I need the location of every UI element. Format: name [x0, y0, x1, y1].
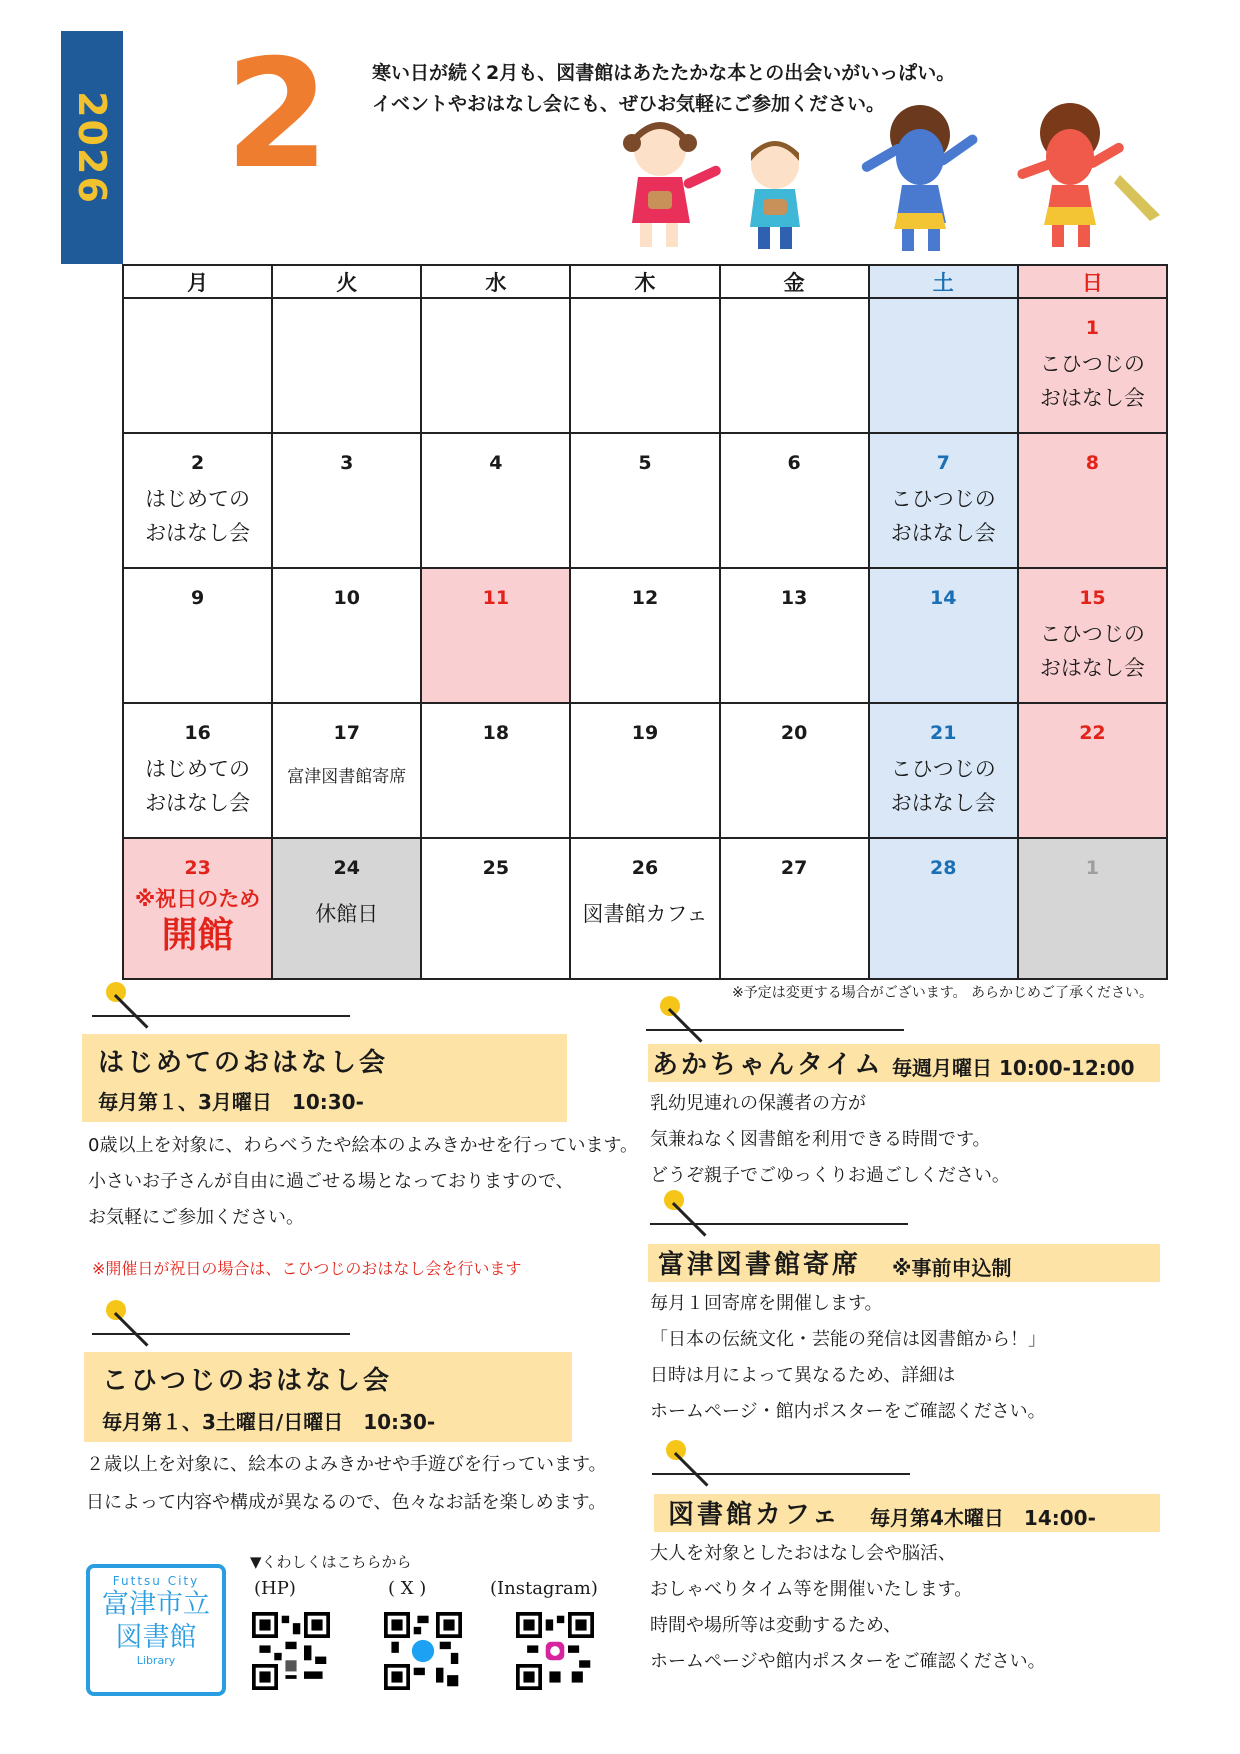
qr-code-x[interactable]	[384, 1612, 462, 1690]
yose-description	[650, 1286, 1046, 1430]
day-number: 2	[190, 452, 205, 474]
body-line: ホームページ・館内ポスターをご確認ください。	[650, 1401, 1046, 1422]
cafe-schedule: 毎月第4木曜日 14:00-	[870, 1506, 1096, 1530]
logo-japanese-1: 富津市立	[102, 1589, 210, 1620]
event-label: 休館日	[315, 902, 379, 926]
pin-icon	[92, 982, 352, 1032]
day-number	[870, 299, 1017, 345]
akachan-schedule: 毎週月曜日 10:00-12:00	[892, 1056, 1135, 1080]
calendar-day	[720, 433, 869, 568]
day-number: 1	[1085, 857, 1100, 879]
day-number: 8	[1085, 452, 1100, 474]
yose-schedule: ※事前申込制	[892, 1256, 1012, 1280]
weekday-thu: 木	[570, 265, 719, 298]
calendar-day	[123, 298, 272, 433]
library-logo	[86, 1564, 226, 1696]
kohitsuji-title: こひつじのおはなし会	[102, 1366, 393, 1396]
hajimete-description	[88, 1128, 638, 1236]
logo-japanese-2: 図書館	[115, 1622, 197, 1653]
calendar-day	[570, 298, 719, 433]
day-number: 3	[340, 452, 354, 474]
event-label: おはなし会	[145, 521, 251, 545]
day-number	[273, 299, 420, 345]
akachan-description	[650, 1086, 1010, 1194]
body-line: 「日本の伝統文化・芸能の発信は図書館から！」	[650, 1329, 1046, 1350]
day-number: 14	[930, 587, 957, 609]
day-number: 13	[780, 587, 808, 609]
day-number: 4	[489, 452, 503, 474]
day-number: 1	[1085, 317, 1100, 339]
calendar-day-holiday	[123, 838, 272, 979]
holiday-open-note: ※祝日のため	[134, 887, 261, 911]
calendar-day	[869, 838, 1018, 979]
kohitsuji-schedule: 毎月第１、3土曜日/日曜日 10:30-	[102, 1410, 436, 1434]
red-oni-illustration	[1016, 103, 1160, 247]
calendar-day	[123, 433, 272, 568]
cafe-description	[650, 1536, 1046, 1680]
calendar-day	[272, 568, 421, 703]
weekday-tue: 火	[272, 265, 421, 298]
day-number: 11	[482, 587, 510, 609]
day-number: 17	[333, 722, 360, 744]
day-number: 7	[936, 452, 950, 474]
calendar-day	[570, 568, 719, 703]
hajimete-schedule: 毎月第１、3月曜日 10:30-	[98, 1090, 364, 1114]
calendar-day	[1018, 298, 1167, 433]
day-number: 19	[631, 722, 659, 744]
body-line: ホームページや館内ポスターをご確認ください。	[650, 1651, 1046, 1672]
body-line: ２歳以上を対象に、絵本のよみきかせや手遊びを行っています。	[86, 1454, 607, 1475]
calendar-day	[869, 433, 1018, 568]
weekday-fri: 金	[720, 265, 869, 298]
calendar-day-holiday	[421, 568, 570, 703]
calendar-table	[122, 264, 1168, 980]
calendar-week	[123, 838, 1167, 979]
logo-english: Futtsu City	[112, 1574, 200, 1588]
girl-illustration	[623, 122, 722, 247]
qr-label-x: ( X )	[388, 1578, 427, 1599]
day-number	[124, 299, 271, 345]
pin-icon	[646, 996, 906, 1046]
body-line: 大人を対象としたおはなし会や脳活、	[650, 1543, 956, 1564]
calendar-day	[869, 298, 1018, 433]
day-number: 21	[930, 722, 957, 744]
logo-library: Library	[136, 1654, 176, 1667]
event-label: おはなし会	[1039, 386, 1145, 410]
weekday-wed: 水	[421, 265, 570, 298]
day-number: 12	[631, 587, 659, 609]
calendar-day	[570, 703, 719, 838]
year-band	[61, 31, 123, 264]
calendar-day	[272, 703, 421, 838]
weekday-sat: 土	[869, 265, 1018, 298]
weekday-sun: 日	[1018, 265, 1167, 298]
calendar-day	[869, 568, 1018, 703]
event-label: はじめての	[145, 757, 251, 781]
blue-oni-illustration	[860, 105, 979, 251]
qr-code-instagram[interactable]	[516, 1612, 594, 1690]
intro-line-2: イベントやおはなし会にも、ぜひお気軽にご参加ください。	[372, 93, 886, 115]
day-number: 15	[1079, 587, 1106, 609]
calendar-day	[272, 298, 421, 433]
day-number: 16	[184, 722, 211, 744]
qr-label-hp: (HP)	[254, 1578, 296, 1599]
day-number: 22	[1079, 722, 1106, 744]
calendar-day	[570, 838, 719, 979]
calendar-day-closed	[272, 838, 421, 979]
day-number: 6	[787, 452, 801, 474]
day-number: 18	[482, 722, 510, 744]
body-line: おしゃべりタイム等を開催いたします。	[650, 1579, 973, 1600]
holiday-open-label: 開館	[161, 915, 234, 956]
calendar-day	[421, 838, 570, 979]
day-number: 28	[930, 857, 957, 879]
body-line: 小さいお子さんが自由に過ごせる場となっておりますので、	[88, 1171, 574, 1192]
day-number: 23	[184, 857, 211, 879]
yose-title: 富津図書館寄席	[658, 1250, 862, 1280]
day-number: 5	[638, 452, 652, 474]
day-number	[422, 299, 569, 345]
pin-icon	[650, 1190, 910, 1240]
cafe-title: 図書館カフェ	[668, 1500, 841, 1530]
calendar-day	[421, 298, 570, 433]
qr-code-hp[interactable]	[252, 1612, 330, 1690]
akachan-title: あかちゃんタイム	[652, 1050, 884, 1080]
body-line: お気軽にご参加ください。	[88, 1207, 304, 1228]
day-number: 27	[780, 857, 808, 879]
event-label: こひつじの	[890, 487, 996, 511]
calendar-day	[720, 838, 869, 979]
day-number	[721, 299, 868, 345]
body-line: 時間や場所等は変動するため、	[650, 1615, 902, 1636]
year-label: 2026	[70, 90, 114, 205]
event-label: はじめての	[145, 487, 251, 511]
calendar-day-next-month	[1018, 838, 1167, 979]
calendar-day	[720, 703, 869, 838]
calendar-day	[720, 568, 869, 703]
event-label: こひつじの	[1039, 352, 1145, 376]
event-label: おはなし会	[890, 791, 996, 815]
calendar-week	[123, 433, 1167, 568]
calendar-day	[570, 433, 719, 568]
pin-icon	[652, 1440, 912, 1490]
body-line: 気兼ねなく図書館を利用できる時間です。	[650, 1129, 991, 1150]
pin-icon	[92, 1300, 352, 1350]
calendar-note: ※予定は変更する場合がございます。 あらかじめご了承ください。	[732, 985, 1154, 1001]
day-number: 25	[482, 857, 510, 879]
month-number: 2	[225, 28, 330, 202]
hajimete-title: はじめてのおはなし会	[98, 1048, 389, 1078]
calendar-week	[123, 703, 1167, 838]
boy-illustration	[750, 141, 800, 249]
day-number: 24	[333, 857, 360, 879]
day-number: 9	[190, 587, 205, 609]
body-line: どうぞ親子でごゆっくりお過ごしください。	[650, 1165, 1010, 1186]
calendar-week	[123, 298, 1167, 433]
event-label: こひつじの	[1039, 622, 1145, 646]
body-line: 日によって内容や構成が異なるので、色々なお話を楽しめます。	[86, 1492, 607, 1513]
calendar-day	[869, 703, 1018, 838]
day-number: 10	[333, 587, 360, 609]
calendar-day	[123, 568, 272, 703]
qr-caption: ▼くわしくはこちらから	[250, 1553, 412, 1571]
event-label: おはなし会	[145, 791, 251, 815]
calendar-day	[1018, 568, 1167, 703]
intro-line-1: 寒い日が続く2月も、図書館はあたたかな本との出会いがいっぱい。	[372, 62, 956, 84]
day-number	[571, 299, 718, 345]
calendar-day	[421, 703, 570, 838]
calendar-day	[123, 703, 272, 838]
event-label: こひつじの	[890, 757, 996, 781]
day-number: 26	[631, 857, 659, 879]
body-line: 日時は月によって異なるため、詳細は	[650, 1365, 956, 1386]
calendar-day	[1018, 433, 1167, 568]
body-line: 乳幼児連れの保護者の方が	[650, 1093, 866, 1114]
calendar-day	[720, 298, 869, 433]
event-label: 図書館カフェ	[582, 902, 708, 926]
calendar-day	[421, 433, 570, 568]
hajimete-holiday-note: ※開催日が祝日の場合は、こひつじのおはなし会を行います	[92, 1259, 522, 1278]
calendar-day	[272, 433, 421, 568]
setsubun-illustration	[620, 95, 1180, 260]
qr-label-instagram: (Instagram)	[490, 1578, 598, 1599]
day-number: 20	[780, 722, 808, 744]
weekday-mon: 月	[123, 265, 272, 298]
calendar-week	[123, 568, 1167, 703]
body-line: 毎月１回寄席を開催します。	[650, 1293, 883, 1314]
weekday-header-row	[123, 265, 1167, 298]
body-line: 0歳以上を対象に、わらべうたや絵本のよみきかせを行っています。	[88, 1135, 639, 1156]
calendar-day	[1018, 703, 1167, 838]
kohitsuji-description	[86, 1446, 607, 1522]
event-label: おはなし会	[890, 521, 996, 545]
event-label: 富津図書館寄席	[287, 767, 407, 787]
event-label: おはなし会	[1039, 656, 1145, 680]
